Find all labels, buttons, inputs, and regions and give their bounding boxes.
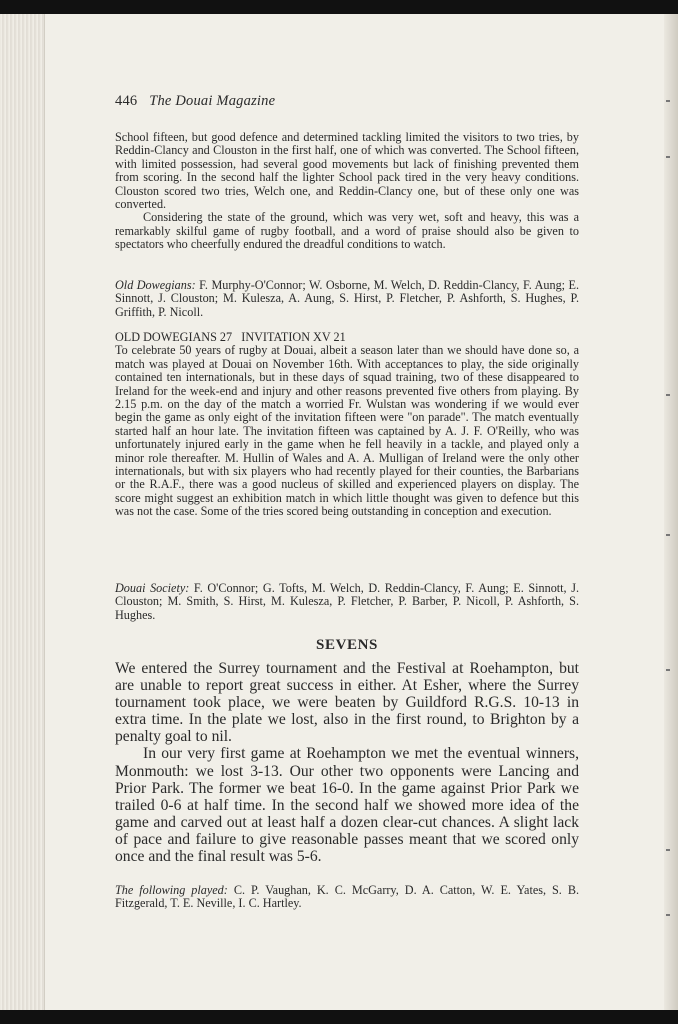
edge-mark [666,100,670,102]
edge-mark [666,156,670,158]
team-label: The following played: [115,883,228,897]
sevens-team [115,884,579,911]
page-number: 446 [115,93,138,109]
douai-society-team [115,582,579,622]
edge-mark [666,394,670,396]
old-dowegians-team [115,279,579,319]
magazine-title: The Douai Magazine [149,93,276,109]
paragraph-1: School fifteen, but good defence and determined tackling limited the visitors to two tries, by Reddin-Clancy and Clouston in the first half, one of which was converted. The School fifteen, with limited possession, had several good movements but lack of finishing prevented them from scoring. In the second half the lighter School pack tired in the very heavy conditions. Clouston scored two tries, Welch one, and Reddin-Clancy one, but of these only one was converted. [115,130,579,212]
page-edge [664,14,678,1010]
edge-mark [666,534,670,536]
match-report-continued [115,131,579,252]
section-heading: SEVENS [316,637,378,653]
team-list: C. P. Vaughan, K. C. McGarry, D. A. Catton, W. E. Yates, S. B. Fitzgerald, T. E. Neville, I. C. Hartley. [115,883,580,911]
team-list: F. O'Connor; G. Tofts, M. Welch, D. Reddin-Clancy, F. Aung; E. Sinnott, J. Clouston; M. Smith, S. Hirst, M. Kulesza, P. Fletcher, P. Barber, P. Nicoll, P. Ashforth, S. Hughes. [115,581,579,622]
match-title: OLD DOWEGIANS 27 INVITATION XV 21 [115,330,346,344]
match-report: To celebrate 50 years of rugby at Douai, albeit a season later than we should have done so, a match was played at Douai on November 16th. With acceptances to play, the side originally contained ten internationals, but in these days of squad training, two of these disappeared to Ireland for the week-end and injury and other reasons prevented five others from playing. By 2.15 p.m. on the day of the match a worried Fr. Wulstan was wondering if we would ever begin the game as only eight of the invitation fifteen were "on parade". The match eventually started half an hour late. The invitation fifteen was captained by A. J. F. O'Reilly, who was unfortunately injured early in the game when he fell heavily in a tackle, and played only a minor role thereafter. M. Hullin of Wales and A. A. Mulligan of Ireland were the only other internationals, but with six players who had recently played for their counties, the Barbarians or the R.A.F., there was a good nucleus of skilled and experienced players on display. The score might suggest an exhibition match in which little thought was given to defence but this was not the case. Some of the tries scored being outstanding in conception and execution. [115,343,579,519]
running-header [115,93,275,110]
sevens-paragraph-1: We entered the Surrey tournament and the Festival at Roehampton, but are unable to report great success in either. At Esher, where the Surrey tournament took place, we were beaten by Guildford R.G.S. 10-13 in extra time. In the plate we lost, also in the first round, to Brighton by a penalty goal to nil. [115,660,579,746]
team-label: Old Dowegians: [115,278,196,292]
edge-mark [666,669,670,671]
team-list: F. Murphy-O'Connor; W. Osborne, M. Welch, D. Reddin-Clancy, F. Aung; E. Sinnott, J. Clouston; M. Kulesza, A. Aung, S. Hirst, P. Fletcher, P. Ashforth, S. Hughes, P. Griffith, P. Nicoll. [115,278,580,319]
team-label: Douai Society: [115,581,190,595]
sevens-paragraph-2: In our very first game at Roehampton we met the eventual winners, Monmouth: we lost 3-13. Our other two opponents were Lancing and Prior Park. The former we beat 16-0. In the game against Prior Park we trailed 0-6 at half time. In the second half we showed more idea of the game and carved out at least half a dozen clear-cut chances. A slight lack of pace and failure to give reasonable passes meant that we scored only once and the final result was 5-6. [115,745,579,866]
edge-mark [666,914,670,916]
match-section [115,331,579,519]
book-gutter [0,14,45,1010]
sevens-section [115,660,579,865]
edge-mark [666,849,670,851]
paragraph-2: Considering the state of the ground, which was very wet, soft and heavy, this was a remarkably skilful game of rugby football, and a word of praise should also be given to spectators who cheerfully endured the dreadful conditions to watch. [115,210,579,252]
sevens-heading-block [115,637,579,654]
